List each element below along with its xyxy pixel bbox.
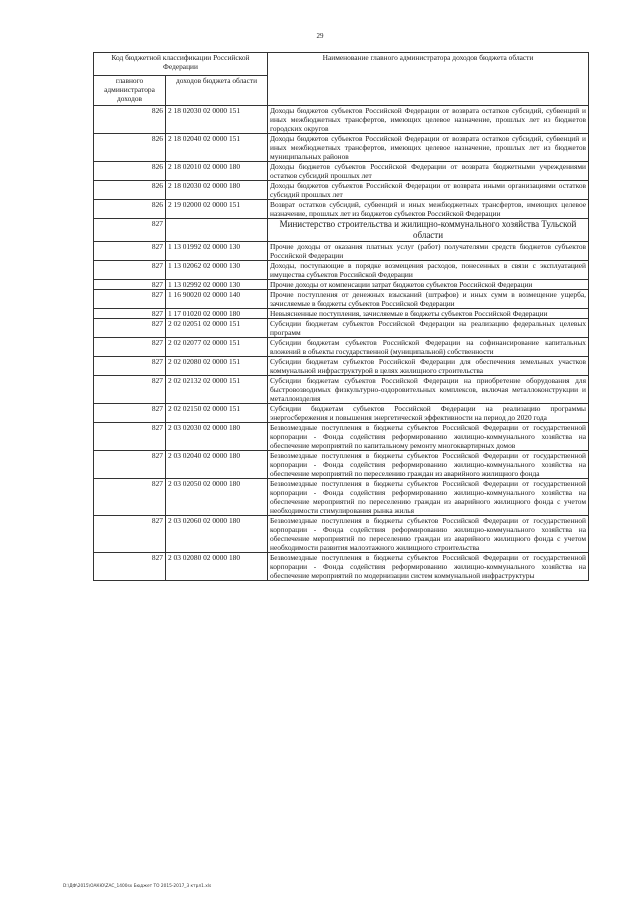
revenue-name-cell: Прочие доходы от компенсации затрат бюджетов субъектов Российской Федерации xyxy=(268,280,589,290)
revenue-name-cell: Доходы, поступающие в порядке возмещения расходов, понесенных в связи с эксплуатацией имущества субъектов Российской Федерации xyxy=(268,261,589,280)
admin-code-cell: 827 xyxy=(94,516,166,553)
revenue-code-cell: 2 02 02080 02 0000 151 xyxy=(166,357,268,376)
revenue-code-cell: 1 13 02992 02 0000 130 xyxy=(166,280,268,290)
table-row xyxy=(94,106,589,134)
table-row xyxy=(94,338,589,357)
table-row xyxy=(94,479,589,516)
admin-code-cell: 827 xyxy=(94,404,166,423)
revenue-name-cell: Доходы бюджетов субъектов Российской Федерации от возврата бюджетными учреждениями остатков субсидий прошлых лет xyxy=(268,162,589,181)
admin-code-cell: 827 xyxy=(94,423,166,451)
admin-code-cell: 826 xyxy=(94,134,166,162)
revenue-code-cell: 2 03 02060 02 0000 180 xyxy=(166,516,268,553)
table-row xyxy=(94,553,589,581)
revenue-code-cell: 2 02 02150 02 0000 151 xyxy=(166,404,268,423)
revenue-name-cell: Доходы бюджетов субъектов Российской Федерации от возврата остатков субсидий, субвенций и иных межбюджетных трансфертов, имеющих целевое назначение, прошлых лет из бюджетов городских округов xyxy=(268,106,589,134)
classification-code-header: Код бюджетной классификации Российской Федерации xyxy=(94,53,268,76)
revenue-code-cell: 2 18 02030 02 0000 151 xyxy=(166,106,268,134)
revenue-name-cell: Доходы бюджетов субъектов Российской Федерации от возврата остатков субсидий, субвенций и иных межбюджетных трансфертов, имеющих целевое назначение, прошлых лет из бюджетов муниципальных районов xyxy=(268,134,589,162)
admin-code-cell: 827 xyxy=(94,451,166,479)
table-row xyxy=(94,162,589,181)
revenue-code-cell: 2 02 02051 02 0000 151 xyxy=(166,319,268,338)
revenue-name-cell: Прочие поступления от денежных взысканий (штрафов) и иных сумм в возмещение ущерба, зачисляемые в бюджеты субъектов Российской Федерации xyxy=(268,290,589,309)
revenue-code-cell: 2 19 02000 02 0000 151 xyxy=(166,200,268,219)
table-row xyxy=(94,451,589,479)
admin-code-cell: 826 xyxy=(94,162,166,181)
revenue-code-cell: 1 13 02062 02 0000 130 xyxy=(166,261,268,280)
admin-code-cell: 827 xyxy=(94,479,166,516)
revenue-code-cell: 2 18 02040 02 0000 151 xyxy=(166,134,268,162)
page-number: 29 xyxy=(316,32,324,40)
revenue-name-cell: Субсидии бюджетам субъектов Российской Федерации на реализацию федеральных целевых программ xyxy=(268,319,589,338)
table-row xyxy=(94,423,589,451)
admin-code-cell: 827 xyxy=(94,219,166,242)
admin-code-cell: 826 xyxy=(94,181,166,200)
revenue-name-cell: Субсидии бюджетам субъектов Российской Федерации на приобретение оборудования для быстровозводимых физкультурно-оздоровительных комплексов, включая металлоконструкции и металлоизделия xyxy=(268,376,589,404)
revenue-code-cell: 2 03 02080 02 0000 180 xyxy=(166,553,268,581)
admin-code-cell: 827 xyxy=(94,261,166,280)
revenue-code-cell: 2 18 02010 02 0000 180 xyxy=(166,162,268,181)
table-row xyxy=(94,516,589,553)
revenue-code-cell: 1 13 01992 02 0000 130 xyxy=(166,242,268,261)
file-path-footer: D:\ДФ\2015\ОАКЮ\ZAC_1400sx Бюджет ТО 2015-2017_3 ктрл1.xls xyxy=(63,884,212,889)
revenue-name-cell: Субсидии бюджетам субъектов Российской Федерации на софинансирование капитальных вложений в объекты государственной (муниципальной) собственности xyxy=(268,338,589,357)
admin-code-cell: 827 xyxy=(94,290,166,309)
revenue-name-cell: Прочие доходы от оказания платных услуг (работ) получателями средств бюджетов субъектов Российской Федерации xyxy=(268,242,589,261)
revenue-code-cell: 1 16 90020 02 0000 140 xyxy=(166,290,268,309)
administrator-name-header: Наименование главного администратора доходов бюджета области xyxy=(268,53,589,106)
revenue-code-header: доходов бюджета области xyxy=(166,76,268,106)
revenue-code-cell: 2 03 02040 02 0000 180 xyxy=(166,451,268,479)
admin-code-cell: 827 xyxy=(94,319,166,338)
table-row xyxy=(94,261,589,280)
revenue-name-cell: Безвозмездные поступления в бюджеты субъектов Российской Федерации от государственной корпорации - Фонда содействия реформированию жилищно-коммунального хозяйства на обеспечение мероприятий по переселению граждан из аварийного жилищного фонда с учетом необходимости развития малоэтажного жилищного строительства xyxy=(268,516,589,553)
ministry-name-cell: Министерство строительства и жилищно-коммунального хозяйства Тульской области xyxy=(268,219,589,242)
revenue-code-cell xyxy=(166,219,268,242)
revenue-name-cell: Доходы бюджетов субъектов Российской Федерации от возврата иными организациями остатков субсидий прошлых лет xyxy=(268,181,589,200)
revenue-code-cell: 2 03 02050 02 0000 180 xyxy=(166,479,268,516)
table-row xyxy=(94,134,589,162)
revenue-name-cell: Субсидии бюджетам субъектов Российской Федерации для обеспечения земельных участков коммунальной инфраструктурой в целях жилищного строительства xyxy=(268,357,589,376)
revenue-code-cell: 2 03 02030 02 0000 180 xyxy=(166,423,268,451)
revenue-name-cell: Безвозмездные поступления в бюджеты субъектов Российской Федерации от государственной корпорации - Фонда содействия реформированию жилищно-коммунального хозяйства на обеспечение мероприятий по модернизации систем коммунальной инфраструктуры xyxy=(268,553,589,581)
table-row xyxy=(94,376,589,404)
revenue-code-cell: 2 18 02030 02 0000 180 xyxy=(166,181,268,200)
table-row xyxy=(94,280,589,290)
table-row xyxy=(94,290,589,309)
revenue-name-cell: Безвозмездные поступления в бюджеты субъектов Российской Федерации от государственной корпорации - Фонда содействия реформированию жилищно-коммунального хозяйства на обеспечение мероприятий по переселению граждан из аварийного жилищного фонда xyxy=(268,451,589,479)
admin-code-cell: 827 xyxy=(94,338,166,357)
revenue-name-cell: Безвозмездные поступления в бюджеты субъектов Российской Федерации от государственной корпорации - Фонда содействия реформированию жилищно-коммунального хозяйства на обеспечение мероприятий по переселению граждан из аварийного жилищного фонда с учетом необходимости стимулирования рынка жилья xyxy=(268,479,589,516)
admin-code-cell: 827 xyxy=(94,309,166,319)
admin-code-cell: 827 xyxy=(94,280,166,290)
admin-code-cell: 827 xyxy=(94,242,166,261)
revenue-code-cell: 2 02 02132 02 0000 151 xyxy=(166,376,268,404)
admin-code-cell: 826 xyxy=(94,106,166,134)
table-row xyxy=(94,181,589,200)
admin-code-cell: 827 xyxy=(94,553,166,581)
revenue-name-cell: Возврат остатков субсидий, субвенций и иных межбюджетных трансфертов, имеющих целевое назначение, прошлых лет из бюджетов субъектов Российской Федерации xyxy=(268,200,589,219)
revenue-name-cell: Безвозмездные поступления в бюджеты субъектов Российской Федерации от государственной корпорации - Фонда содействия реформированию жилищно-коммунального хозяйства на обеспечение мероприятий по капитальному ремонту многоквартирных домов xyxy=(268,423,589,451)
table-row xyxy=(94,357,589,376)
table-row xyxy=(94,404,589,423)
admin-code-cell: 827 xyxy=(94,357,166,376)
admin-code-cell: 826 xyxy=(94,200,166,219)
table-body xyxy=(94,106,589,581)
admin-code-header: главного администратора доходов xyxy=(94,76,166,106)
table-row xyxy=(94,319,589,338)
table-row xyxy=(94,309,589,319)
ministry-row xyxy=(94,219,589,242)
table-row xyxy=(94,242,589,261)
admin-code-cell: 827 xyxy=(94,376,166,404)
revenue-name-cell: Невыясненные поступления, зачисляемые в бюджеты субъектов Российской Федерации xyxy=(268,309,589,319)
table-row xyxy=(94,200,589,219)
revenue-administrators-table xyxy=(93,52,589,581)
revenue-code-cell: 2 02 02077 02 0000 151 xyxy=(166,338,268,357)
revenue-code-cell: 1 17 01020 02 0000 180 xyxy=(166,309,268,319)
revenue-name-cell: Субсидии бюджетам субъектов Российской Федерации на реализацию программы энергосбережения и повышения энергетической эффективности на период до 2020 года xyxy=(268,404,589,423)
